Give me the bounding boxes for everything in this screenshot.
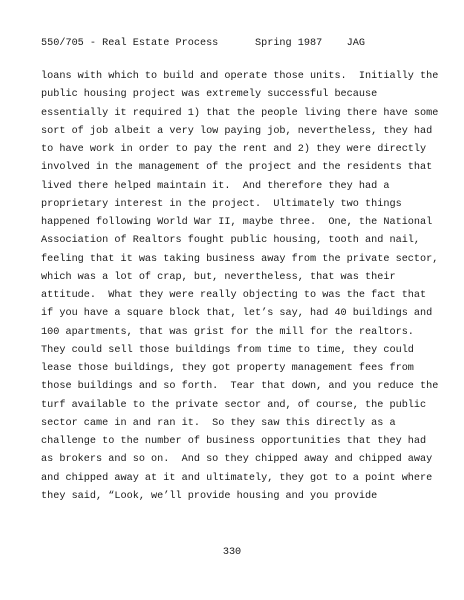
text-line: 100 apartments, that was grist for the mill for the realtors. (41, 326, 414, 338)
text-line: lease those buildings, they got property management fees from (41, 363, 414, 374)
text-line: loans with which to build and operate those units. Initially the (41, 71, 439, 82)
text-line: sort of job albeit a very low paying job, nevertheless, they had (41, 125, 433, 137)
text-line: public housing project was extremely successful because (41, 89, 378, 101)
text-line: They could sell those buildings from time to time, they could (41, 344, 414, 356)
text-line: which was a lot of crap, but, nevertheless, that was their (41, 271, 396, 283)
text-line: they said, “Look, we’ll provide housing and you provide (41, 490, 378, 502)
body-text (41, 68, 441, 506)
page-number: 330 (222, 547, 242, 558)
text-line: attitude. What they were really objecting to was the fact that (41, 290, 427, 301)
text-line: and chipped away at it and ultimately, they got to a point where (41, 472, 433, 484)
text-line: as brokers and so on. And so they chipped away and chipped away (41, 454, 433, 466)
text-line: if you have a square block that, let’s say, had 40 buildings and (41, 308, 433, 320)
text-line: turf available to the private sector and, of course, the public (41, 399, 427, 411)
text-line: involved in the management of the project and the residents that (41, 162, 433, 174)
text-line: those buildings and so forth. Tear that down, and you reduce the (41, 381, 439, 393)
text-line: sector came in and ran it. So they saw this directly as a (41, 417, 396, 429)
text-line: proprietary interest in the project. Ultimately two things (41, 198, 402, 210)
text-line: feeling that it was taking business away from the private sector, (41, 253, 439, 265)
text-line: to have work in order to pay the rent and 2) they were directly (41, 144, 427, 155)
text-line: happened following World War II, maybe three. One, the National (41, 217, 433, 228)
text-line: Association of Realtors fought public housing, tooth and nail, (41, 235, 421, 247)
text-line: lived there helped maintain it. And therefore they had a (41, 180, 390, 192)
page-header: 550/705 - Real Estate Process Spring 1987 JAG (41, 38, 366, 49)
text-line: essentially it required 1) that the people living there have some (41, 107, 439, 119)
text-line: challenge to the number of business opportunities that they had (41, 436, 427, 447)
